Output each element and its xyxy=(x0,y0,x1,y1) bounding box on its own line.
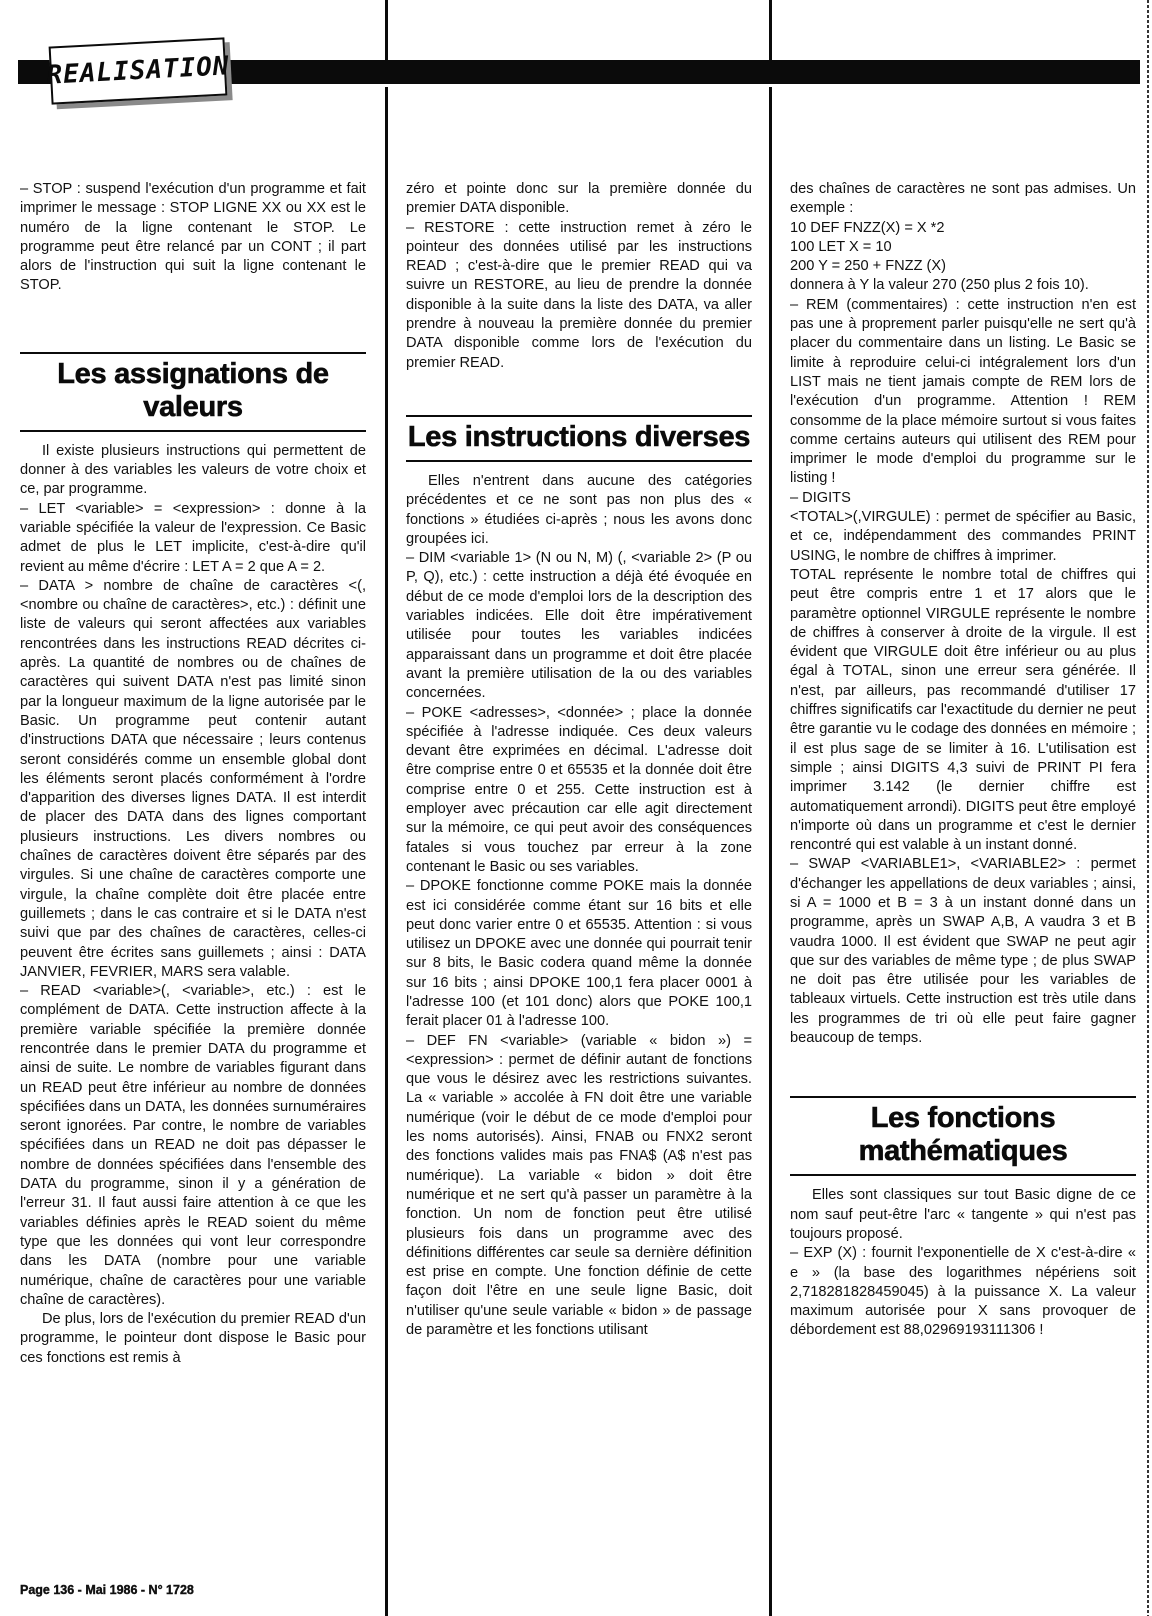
section-heading-assignations xyxy=(20,352,366,432)
section-tag xyxy=(45,37,231,104)
paragraph-total: TOTAL représente le nombre total de chiffres qui peut être compris entre 1 et 17 alors que le paramètre optionnel VIRGULE représente le nombre de chiffres à conserver à droite de la virgule. Il est évident que VIRGULE doit être inférieur ou au plus égal à TOTAL, sinon une erreur sera générée. Il n'est, par ailleurs, pas recommandé d'utiliser 17 chiffres significatifs car l'exactitude du dernier ne peut être garantie vu le codage des données en mémoire ; il est plus sage de se limiter à 16. L'utilisation est simple ; ainsi DIGITS 4,3 suivi de PRINT PI fera imprimer 3.142 (le dernier chiffre est automatiquement arrondi). DIGITS peut être employé n'importe où dans un programme et c'est le dernier rencontré qui est valable à un instant donné. xyxy=(790,566,1136,854)
code-line-2: 100 LET X = 10 xyxy=(790,238,892,255)
paragraph-rem: – REM (commentaires) : cette instruction n'en est pas une à proprement parler puisqu'elle ne sert qu'à placer du commentaire dans un listing. Le Basic se limite à reproduire celui-ci intégralement lors d'un LIST mais ne tient jamais compte de REM lors de l'exécution d'un programme. Attention ! REM consomme de la place mémoire surtout si vous faites comme certains auteurs qui utilisent des REM pour imprimer le mode d'emploi du programme sur le listing ! xyxy=(790,296,1136,487)
section-heading-instructions-diverses xyxy=(406,415,752,462)
paragraph-stop: – STOP : suspend l'exécution d'un programme et fait imprimer le message : STOP LIGNE XX ou XX est le numéro de la ligne contenant le STOP. Le programme peut être relancé par un CONT ; il part alors de l'instruction qui suit la ligne contenant le STOP. xyxy=(20,181,366,294)
paragraph-let: – LET <variable> = <expression> : donne à la variable spécifiée la valeur de l'expression. Ce Basic admet de plus le LET implicite, c'est-à-dire qu'il revient au même d'écrire : LET A = 2 que A = 2. xyxy=(20,500,366,575)
column-left xyxy=(20,180,366,1368)
code-line-1: 10 DEF FNZZ(X) = X *2 xyxy=(790,219,945,236)
paragraph-exp: – EXP (X) : fournit l'exponentielle de X c'est-à-dire « e » (la base des logarithmes népériens soit 2,718281828459045) à la puissance X. La valeur maximum autorisée pour X sans provoquer de débordement est 88,02969193111306 ! xyxy=(790,1245,1136,1339)
heading-assignations: Les assignations de valeurs xyxy=(57,357,329,423)
paragraph-read-pointer: De plus, lors de l'exécution du premier READ d'un programme, le pointeur dont dispose le Basic pour ces fonctions est remis à xyxy=(20,1311,366,1366)
page-footer: Page 136 - Mai 1986 - N° 1728 xyxy=(20,1583,194,1597)
page-edge xyxy=(1147,0,1149,1616)
paragraph-def-fn: – DEF FN <variable> (variable « bidon ») = <expression> : permet de définir autant de fonctions que vous le désirez avec les restrictions suivantes. La « variable » accolée à FN doit être une variable numérique (voir le début de ce mode d'emploi pour les noms autorisés). Ainsi, FNAB ou FNX2 seront des fonctions valides mais pas FNA$ (A$ n'est pas numérique). La variable « bidon » doit être numérique et ne sert qu'à passer un paramètre à la fonction. Un nom de fonction peut être utilisé plusieurs fois dans un programme avec des définitions différentes car seule sa dernière définition est prise en compte. Une fonction définie de cette façon doit l'être en une seule ligne Basic, doit n'utiliser qu'une seule variable « bidon » de passage de paramètre et les fonctions utilisant xyxy=(406,1032,752,1339)
paragraph-def-fn-continued: des chaînes de caractères ne sont pas admises. Un exemple : xyxy=(790,181,1136,217)
paragraph-restore: – RESTORE : cette instruction remet à zéro le pointeur des données utilisé par les instructions READ ; c'est-à-dire que le premier READ qui va suivre un RESTORE, au lieu de prendre la donnée disponible à la suite dans la liste des DATA, va aller prendre à nouveau la première donnée du premier DATA disponible comme lors de l'exécution du premier READ. xyxy=(406,219,752,371)
paragraph-read: – READ <variable>(, <variable>, etc.) : est le complément de DATA. Cette instruction affecte à la première variable spécifiée la première donnée rencontrée dans le premier DATA du programme et ainsi de suite. Le nombre de variables figurant dans un READ peut être inférieur au nombre de données spécifiées dans un DATA, les données surnuméraires seront ignorées. Par contre, le nombre de variables spécifiées dans un READ ne doit pas dépasser le nombre de données spécifiées dans l'ensemble des DATA du programme, sinon il y a génération de l'erreur 31. Il faut aussi faire attention à ce que les variables définies après le READ soient du même type que les données qui vont leur correspondre dans les DATA (nombre pour une variable numérique, chaîne de caractères pour une variable chaîne de caractères). xyxy=(20,983,366,1308)
paragraph-swap: – SWAP <VARIABLE1>, <VARIABLE2> : permet d'échanger les appellations de deux variables ; ainsi, si A = 1000 et B = 3 à un instant donné dans un programme, après un SWAP A,B, A vaudra 3 et B vaudra 1000. Il est évident que SWAP ne peut agir que sur des variables de même type ; de plus SWAP ne doit pas être utilisée pour les variables de tableaux virtuels. Cette instruction est très utile dans les programmes de tri où elle peut faire gagner beaucoup de temps. xyxy=(790,856,1136,1047)
heading-instructions-diverses: Les instructions diverses xyxy=(407,420,751,453)
paragraph-intro-diverses: Elles n'entrent dans aucune des catégories précédentes et ce ne sont pas non plus des « fonctions » étudiées ci-après ; nous les avons donc groupées ici. xyxy=(406,472,752,547)
column-divider-1 xyxy=(385,87,388,1616)
column-middle xyxy=(406,180,752,1340)
paragraph-intro-assignations: Il existe plusieurs instructions qui permettent de donner à des variables les valeurs de votre choix et ce, par programme. xyxy=(20,442,366,498)
code-line-3: 200 Y = 250 + FNZZ (X) xyxy=(790,258,947,275)
paragraph-dim: – DIM <variable 1> (N ou N, M) (, <variable 2> (P ou P, Q), etc.) : cette instruction a déjà été évoquée en début de ce mode d'emploi lors de la description des variables indicées. Elle doit être impérativement utilisée pour toutes les variables indicées apparaissant dans un programme et doit être placée avant la première utilisation de la ou des variables concernées. xyxy=(406,550,752,702)
paragraph-example-result: donnera à Y la valeur 270 (250 plus 2 fois 10). xyxy=(790,277,1089,294)
paragraph-intro-math: Elles sont classiques sur tout Basic digne de ce nom sauf peut-être l'arc « tangente » qui n'est pas toujours proposé. xyxy=(790,1187,1136,1242)
paragraph-poke: – POKE <adresses>, <donnée> ; place la donnée spécifiée à l'adresse indiquée. Ces deux valeurs devant être exprimées en décimal. L'adresse doit être comprise entre 0 et 65535 et la donnée doit être comprise entre 0 et 255. Cette instruction est à employer avec précaution car elle agit directement sur la mémoire, ce qui peut avoir des conséquences fatales si vous touchez par erreur à la zone contenant le Basic ou ses variables. xyxy=(406,704,752,875)
column-divider-2 xyxy=(769,87,772,1616)
column-right xyxy=(790,180,1136,1341)
paragraph-data: – DATA > nombre de chaîne de caractères <(, <nombre ou chaîne de caractères>, etc.) : définit une liste de valeurs qui seront affectées aux variables rencontrées dans les instructions READ décrites ci-après. La quantité de nombres ou de chaînes de caractères qui suivent DATA n'est pas limité sinon par la longueur maximum de la ligne autorisée par le Basic. Un programme peut contenir autant d'instructions DATA que nécessaire ; leurs contenus seront considérés comme un ensemble global dont les éléments seront placés conformément à l'ordre d'apparition des diverses lignes DATA. Il est interdit de placer des DATA dans des lignes comportant plusieurs instructions. Les divers nombres ou chaînes de caractères doivent être séparés par des virgules. Si une chaîne de caractères comporte une virgule, la chaîne complète doit être placée entre guillemets ; dans le cas contraire et si le DATA n'est suivi que par des chaînes de caractères, celles-ci peuvent être écrites sans guillemets ; ainsi : DATA JANVIER, FEVRIER, MARS sera valable. xyxy=(20,577,366,980)
heading-fonctions-mathematiques: Les fonctions mathématiques xyxy=(858,1102,1068,1168)
paragraph-read-continued: zéro et pointe donc sur la première donnée du premier DATA disponible. xyxy=(406,181,752,217)
section-heading-fonctions-mathematiques xyxy=(790,1096,1136,1176)
paragraph-digits-label: – DIGITS xyxy=(790,489,851,506)
column-divider-2-top xyxy=(769,0,772,60)
column-divider-1-top xyxy=(385,0,388,60)
paragraph-dpoke: – DPOKE fonctionne comme POKE mais la donnée est ici considérée comme étant sur 16 bits et elle peut donc varier entre 0 et 65535. Attention : si vous utilisez un DPOKE avec une donnée qui pourrait tenir sur 8 bits, le Basic codera quand même la donnée sur 16 bits ; ainsi DPOKE 100,1 fera placer 0001 à l'adresse 100 (et 101 donc) alors que POKE 100,1 ferait placer 01 à l'adresse 100. xyxy=(406,878,752,1030)
paragraph-digits: <TOTAL>(,VIRGULE) : permet de spécifier au Basic, et ce, indépendamment des commandes PRINT USING, le nombre de chiffres à imprimer. xyxy=(790,509,1136,564)
section-tag-label: REALISATION xyxy=(45,51,231,91)
